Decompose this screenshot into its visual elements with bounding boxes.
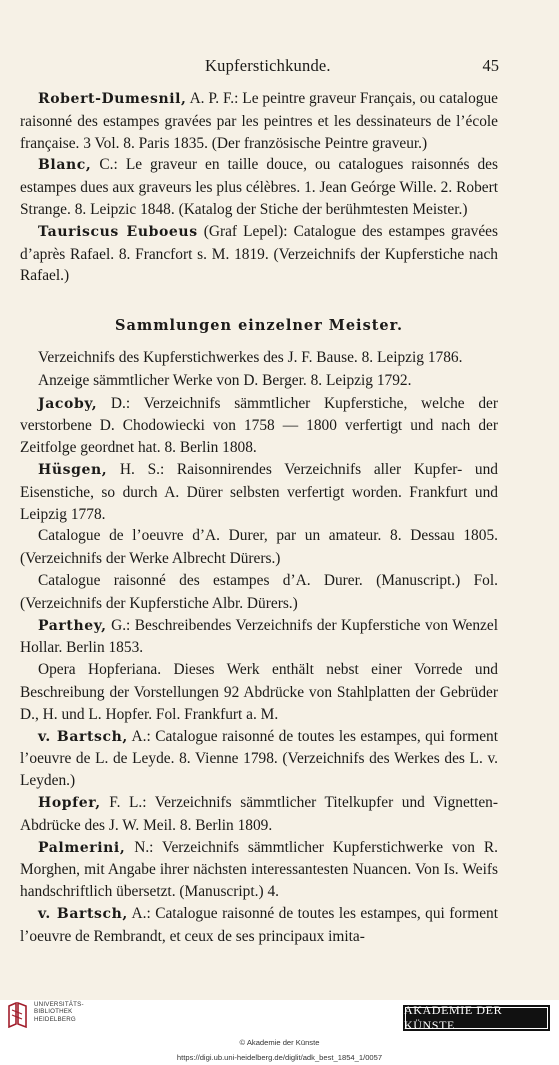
entry-author: Parthey, <box>38 617 107 634</box>
entry-paragraph <box>20 370 498 393</box>
copyright-notice: © Akademie der Künste <box>239 1038 320 1047</box>
entry-author: Palmerini, <box>38 839 126 856</box>
entry-paragraph <box>20 726 498 792</box>
entry-text: Catalogue raisonné des estampes d’A. Durer. (Manuscript.) Fol. (Verzeichnifs der Kupferstiche Albr. Dürers.) <box>20 571 498 612</box>
library-logo[interactable] <box>6 1000 96 1030</box>
body-text <box>20 88 498 947</box>
library-name <box>34 1001 104 1023</box>
entry-text: Opera Hopferiana. Dieses Werk enthält nebst einer Vorrede und Beschreibung der Vorstellungen 92 Abdrücke von Stahlplatten der Gebrüder D., H. und L. Hopfer. Fol. Frankfurt a. M. <box>20 661 498 723</box>
viewer-footer <box>0 1000 559 1065</box>
entry-paragraph <box>20 154 498 220</box>
library-logo-icon <box>6 1002 30 1028</box>
entry-paragraph <box>20 837 498 903</box>
entry-paragraph <box>20 525 498 570</box>
library-name-line: HEIDELBERG <box>34 1015 76 1023</box>
library-name-line: BIBLIOTHEK <box>34 1008 73 1016</box>
entry-paragraph <box>20 903 498 948</box>
entry-paragraph <box>20 459 498 525</box>
entry-text: Catalogue de l’oeuvre d’A. Durer, par un amateur. 8. Dessau 1805. (Verzeichnifs der Werke Albrecht Dürers.) <box>20 527 498 568</box>
running-title: Kupferstichkunde. <box>205 56 331 75</box>
entry-author: Hüsgen, <box>38 461 108 478</box>
entry-text: A.: Catalogue raisonné de toutes les estampes, qui forment l’oeuvre de L. de Leyde. 8. Vienne 1798. (Verzeichnifs des Werkes des L. v. Leyden.) <box>20 727 499 790</box>
entry-text: N.: Verzeichnifs sämmtlicher Kupferstichwerke von R. Morghen, mit Angabe ihrer nächsten interessantesten Nuancen. Von Is. Weifs handschriftlich übersetzt. (Manuscript.) 4. <box>20 838 498 901</box>
entry-text: C.: Le graveur en taille douce, ou catalogues raisonnés des estampes dues aux graveurs les plus célèbres. 1. Jean Geórge Wille. 2. Robert Strange. 8. Leipzic 1848. (Katalog der Stiche der berühmtesten Meister.) <box>20 156 498 218</box>
running-head <box>0 56 559 80</box>
section-heading: Sammlungen einzelner Meister. <box>114 317 404 335</box>
entry-paragraph <box>20 347 498 370</box>
entry-paragraph <box>20 615 498 660</box>
entry-text: A. P. F.: Le peintre graveur Français, ou catalogue raisonné des estampes gravées par les peintres et les dessinateurs de l’école française. 3 Vol. 8. Paris 1835. (Der französische Peintre graveur.) <box>20 90 498 152</box>
entry-author: Blanc, <box>38 157 92 174</box>
source-url[interactable]: https://digi.ub.uni-heidelberg.de/diglit/adk_best_1854_1/0057 <box>176 1053 383 1062</box>
entry-text: G.: Beschreibendes Verzeichnifs der Kupferstiche von Wenzel Hollar. Berlin 1853. <box>20 616 498 657</box>
entry-paragraph <box>20 792 498 837</box>
entry-text: Anzeige sämmtlicher Werke von D. Berger. 8. Leipzig 1792. <box>38 371 412 389</box>
entry-author: v. Bartsch, <box>38 728 128 745</box>
entry-paragraph <box>20 659 498 725</box>
academy-logo[interactable]: AKADEMIE DER KÜNSTE <box>403 1005 550 1031</box>
entry-text: (Graf Lepel): Catalogue des estampes gravées d’après Rafael. 8. Francfort s. M. 1819. (Verzeichnifs der Kupferstiche nach Rafael.) <box>20 222 498 285</box>
entry-paragraph <box>20 393 498 459</box>
entry-author: Jacoby, <box>38 395 98 412</box>
entry-paragraph <box>20 221 498 287</box>
entry-author: v. Bartsch, <box>38 905 128 922</box>
entry-text: A.: Catalogue raisonné de toutes les estampes, qui forment l’oeuvre de Rembrandt, et ceux de ses principaux imita- <box>20 904 499 945</box>
library-name-line: UNIVERSITÄTS- <box>34 1001 84 1008</box>
entry-text: F. L.: Verzeichnifs sämmtlicher Titelkupfer und Vignetten-Abdrücke des J. W. Meil. 8. Berlin 1809. <box>20 793 498 834</box>
entry-paragraph <box>20 88 498 154</box>
page-number: 45 <box>482 56 499 75</box>
entry-author: Robert-Dumesnil, <box>38 91 187 107</box>
entry-text: H. S.: Raisonnirendes Verzeichnifs aller Kupfer- und Eisenstiche, so durch A. Dürer selbsten verfertigt worden. Frankfurt und Leipzig 1778. <box>20 460 498 523</box>
entry-author: Tauriscus Euboeus <box>38 223 198 240</box>
entry-author: Hopfer, <box>38 794 101 811</box>
entry-paragraph <box>20 570 498 615</box>
entry-text: D.: Verzeichnifs sämmtlicher Kupferstiche, welche der verstorbene D. Chodowiecki von 1758 — 1800 verfertigt und nach der Zeitfolge geordnet hat. 8. Berlin 1808. <box>20 394 498 457</box>
entry-text: Verzeichnifs des Kupferstichwerkes des J. F. Bause. 8. Leipzig 1786. <box>38 348 463 366</box>
